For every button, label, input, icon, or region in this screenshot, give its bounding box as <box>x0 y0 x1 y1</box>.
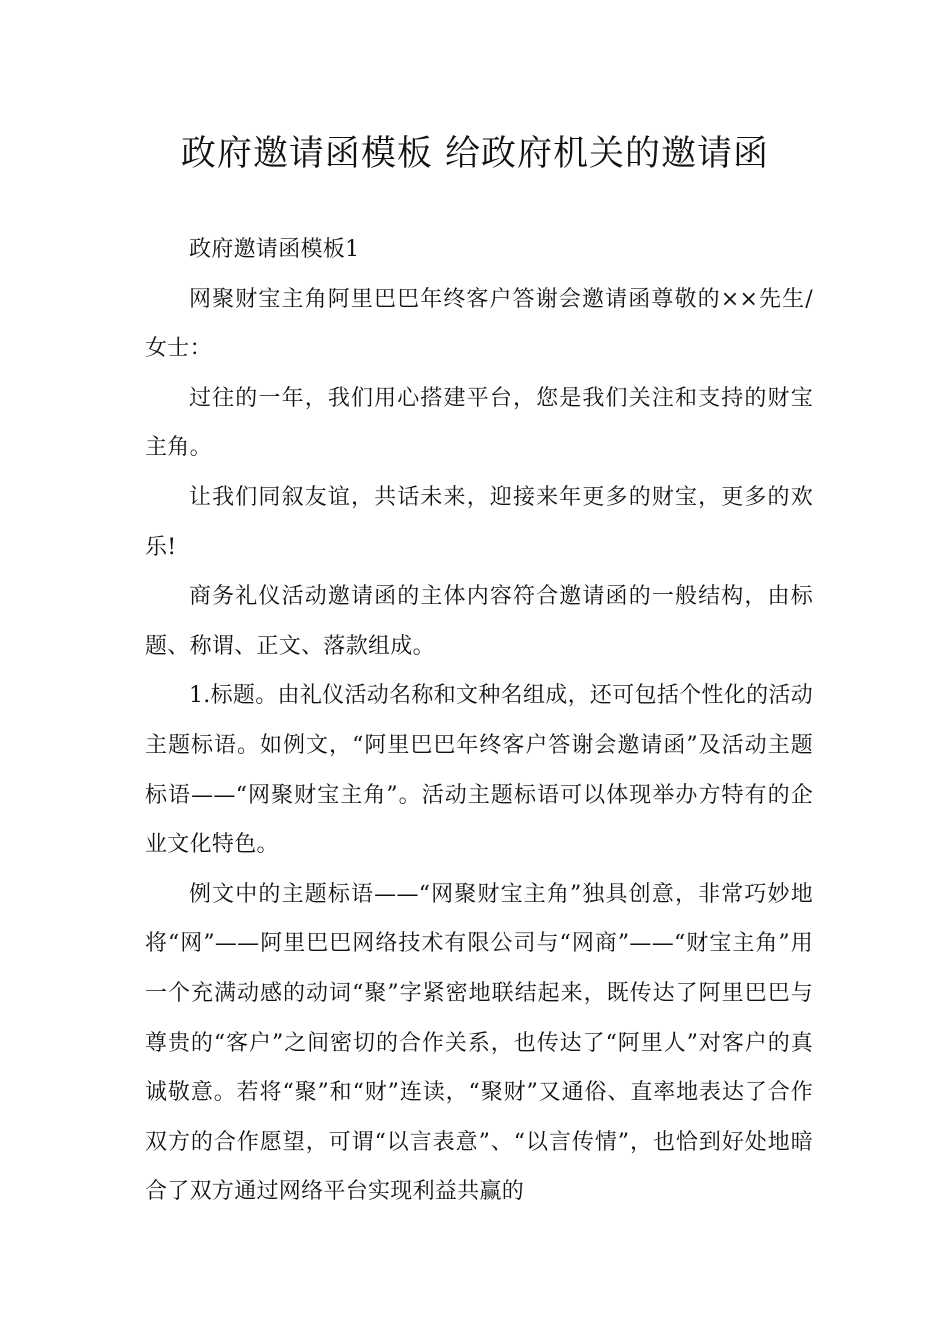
paragraph-past-year: 过往的一年，我们用心搭建平台，您是我们关注和支持的财宝主角。 <box>145 385 813 461</box>
document-title: 政府邀请函模板 给政府机关的邀请函 <box>180 134 770 174</box>
paragraph-title-section: 1.标题。由礼仪活动名称和文种名组成，还可包括个性化的活动主题标语。如例文，“阿里巴巴年终客户答谢会邀请函”及活动主题标语——“网聚财宝主角”。活动主题标语可以体现举办方特有的企业文化特色。 <box>145 683 813 858</box>
paragraph-future-wishes: 让我们同叙友谊，共话未来，迎接来年更多的财宝，更多的欢乐! <box>145 484 813 560</box>
paragraph-structure-overview: 商务礼仪活动邀请函的主体内容符合邀请函的一般结构，由标题、称谓、正文、落款组成。 <box>145 584 813 659</box>
paragraph-template-heading: 政府邀请函模板1 <box>189 237 360 262</box>
paragraph-slogan-analysis: 例文中的主题标语——“网聚财宝主角”独具创意，非常巧妙地将“网”——阿里巴巴网络技术有限公司与“网商”——“财宝主角”用一个充满动感的动词“聚”字紧密地联结起来，既传达了阿里巴巴与尊贵的“客户”之间密切的合作关系，也传达了“阿里人”对客户的真诚敬意。若将“聚”和“财”连读，“聚财”又通俗、直率地表达了合作双方的合作愿望，可谓“以言表意”、“以言传情”，也恰到好处地暗合了双方通过网络平台实现利益共赢的 <box>145 881 813 1205</box>
document-body <box>145 225 813 1217</box>
paragraph-invitation-salutation: 网聚财宝主角阿里巴巴年终客户答谢会邀请函尊敬的××先生/女士： <box>145 286 813 362</box>
